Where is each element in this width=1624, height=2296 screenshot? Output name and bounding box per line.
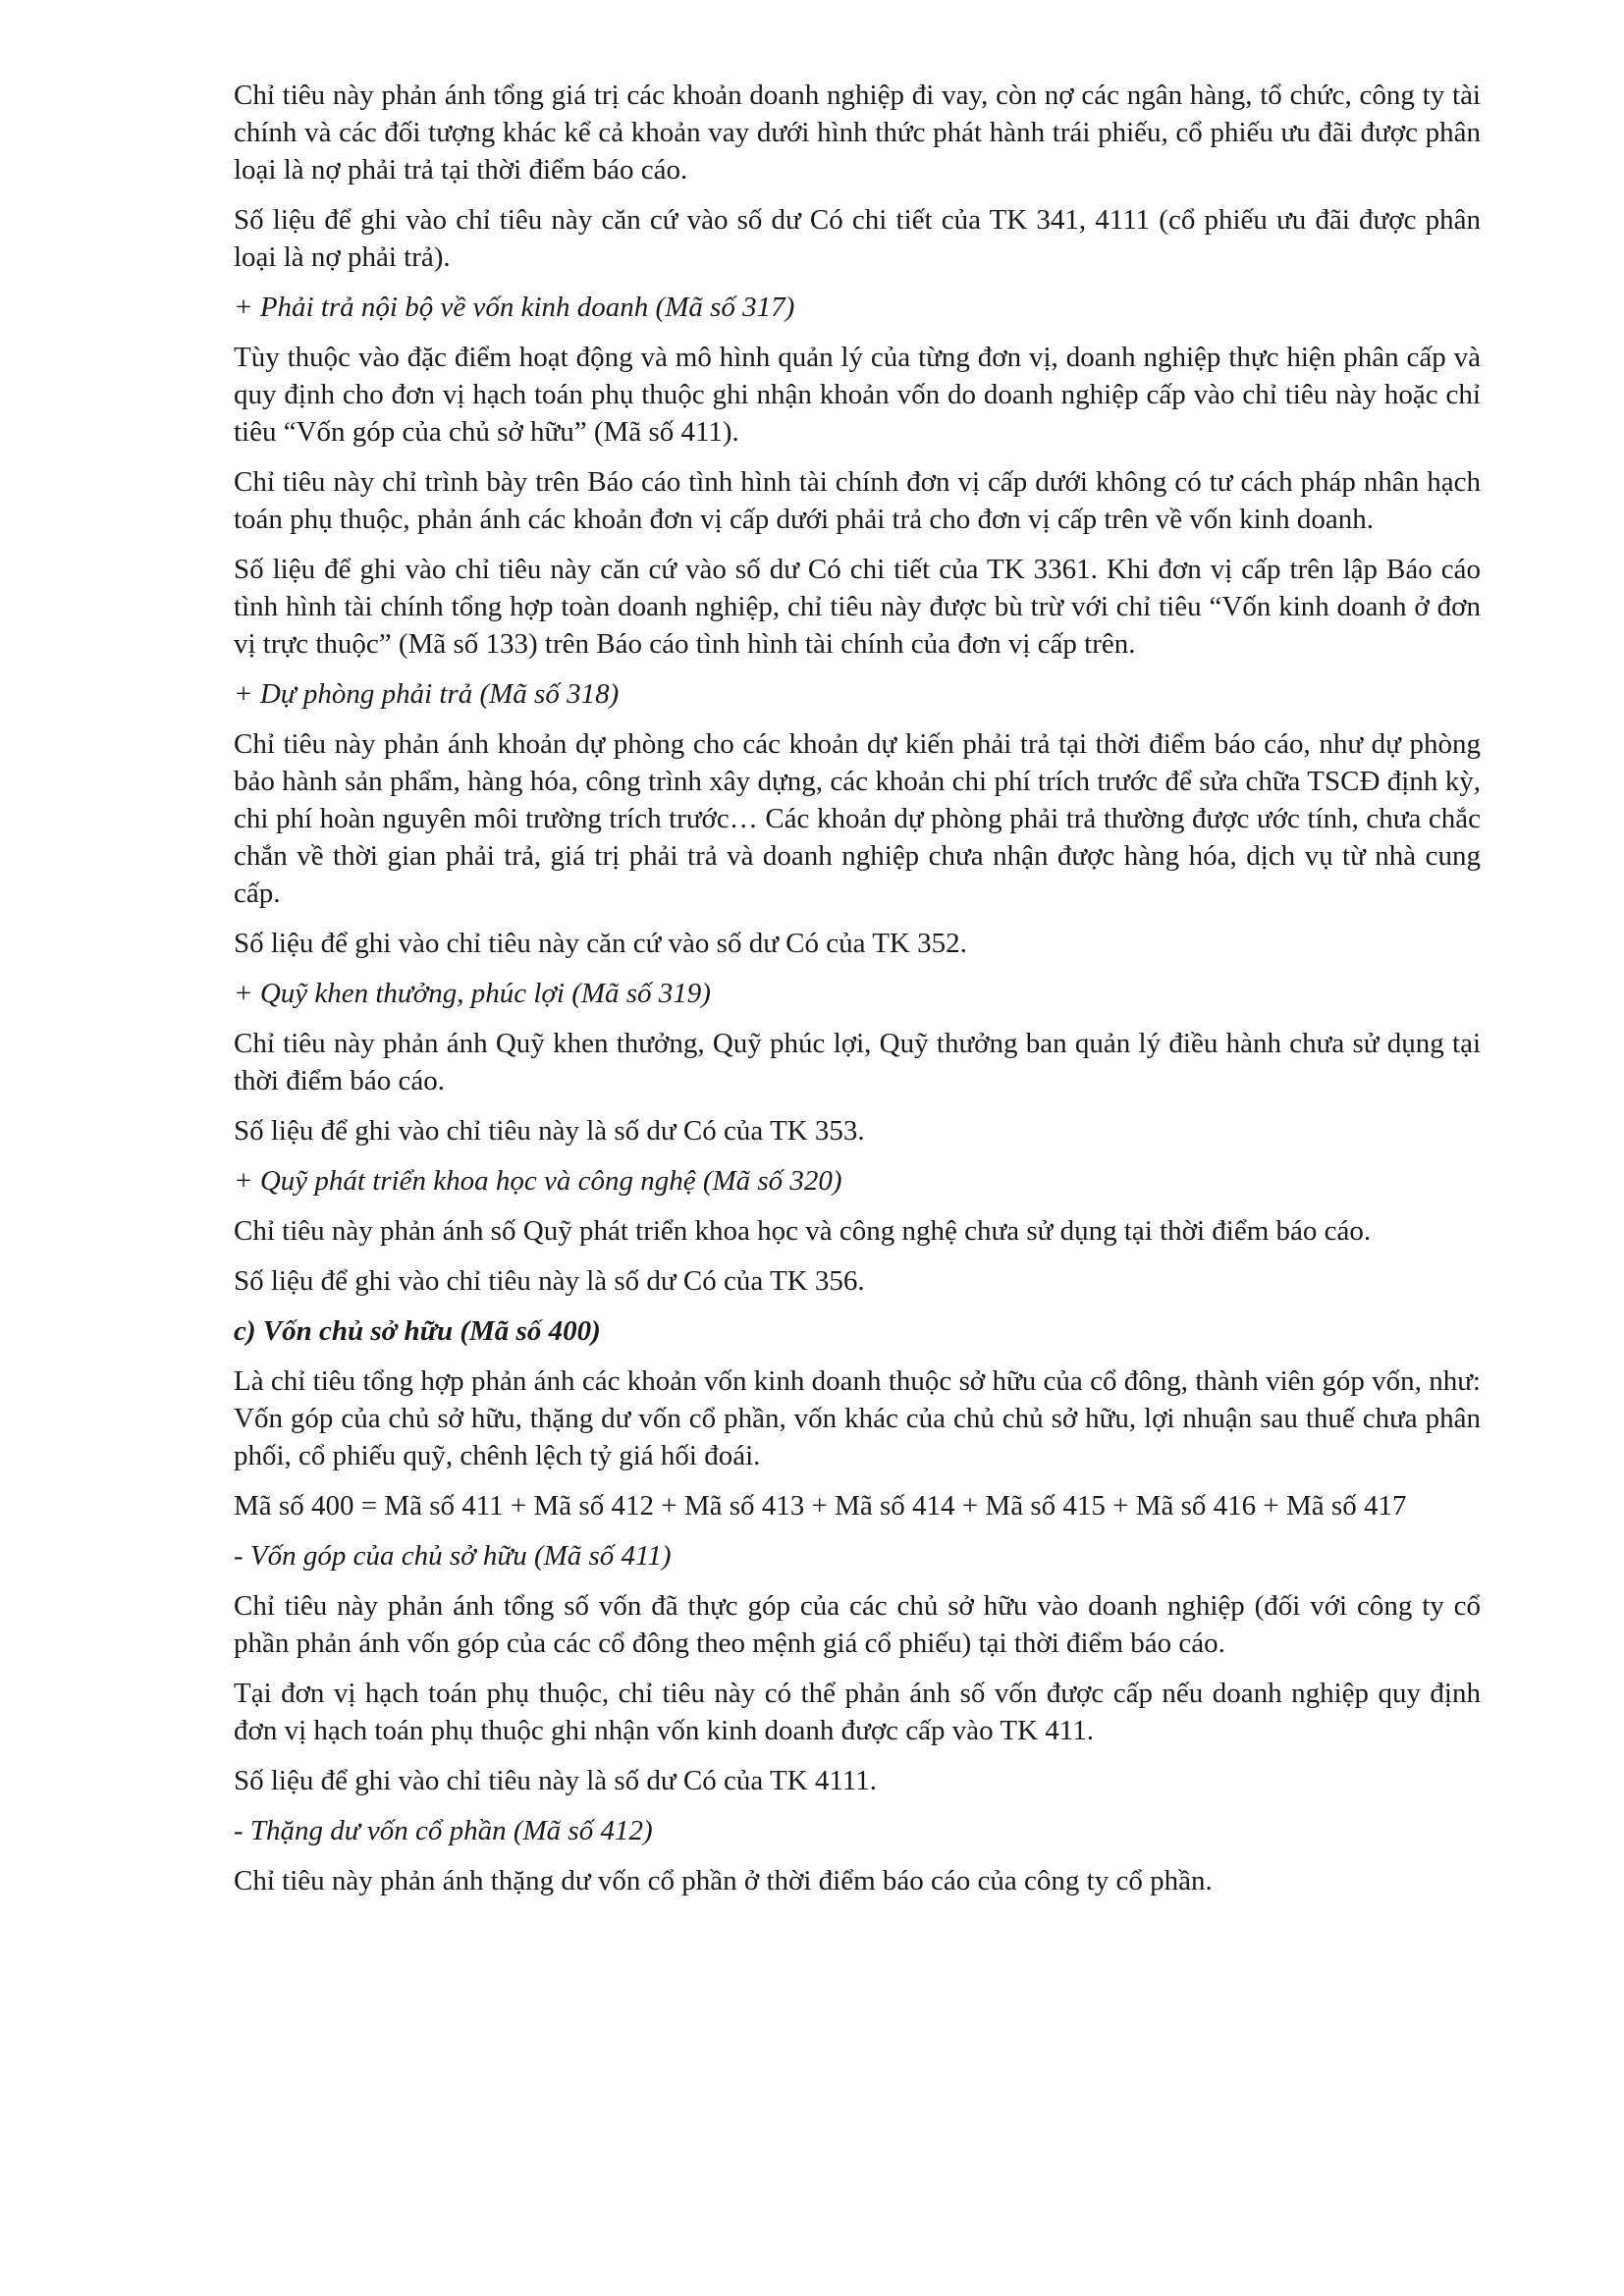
heading-ma-so-412: - Thặng dư vốn cổ phần (Mã số 412) <box>234 1815 653 1846</box>
paragraph-411-dependent-units: Tại đơn vị hạch toán phụ thuộc, chỉ tiêu này có thể phản ánh số vốn được cấp nếu doanh nghiệp quy định đơn vị hạch toán phụ thuộc ghi nhận vốn kinh doanh được cấp vào TK 411. <box>234 1678 1481 1746</box>
paragraph-319-definition: Chỉ tiêu này phản ánh Quỹ khen thưởng, Quỹ phúc lợi, Quỹ thưởng ban quản lý điều hành chưa sử dụng tại thời điểm báo cáo. <box>234 1028 1481 1096</box>
paragraph-317-scope: Tùy thuộc vào đặc điểm hoạt động và mô hình quản lý của từng đơn vị, doanh nghiệp thực hiện phân cấp và quy định cho đơn vị hạch toán phụ thuộc ghi nhận khoản vốn do doanh nghiệp cấp vào chỉ tiêu này hoặc chỉ tiêu “Vốn góp của chủ sở hữu” (Mã số 411). <box>234 342 1481 448</box>
heading-ma-so-319: + Quỹ khen thưởng, phúc lợi (Mã số 319) <box>234 978 711 1009</box>
paragraph-318-definition: Chỉ tiêu này phản ánh khoản dự phòng cho các khoản dự kiến phải trả tại thời điểm báo cáo, như dự phòng bảo hành sản phẩm, hàng hóa, công trình xây dựng, các khoản chi phí trích trước để sửa chữa TSCĐ định kỳ, chi phí hoàn nguyên môi trường trích trước… Các khoản dự phòng phải trả thường được ước tính, chưa chắc chắn về thời gian phải trả, giá trị phải trả và doanh nghiệp chưa nhận được hàng hóa, dịch vụ từ nhà cung cấp. <box>234 728 1481 909</box>
paragraph-317-source: Số liệu để ghi vào chỉ tiêu này căn cứ vào số dư Có chi tiết của TK 3361. Khi đơn vị cấp trên lập Báo cáo tình hình tài chính tổng hợp toàn doanh nghiệp, chỉ tiêu này được bù trừ với chỉ tiêu “Vốn kinh doanh ở đơn vị trực thuộc” (Mã số 133) trên Báo cáo tình hình tài chính của đơn vị cấp trên. <box>234 554 1481 660</box>
section-heading-ma-so-400: c) Vốn chủ sở hữu (Mã số 400) <box>234 1315 601 1347</box>
paragraph-400-definition: Là chỉ tiêu tổng hợp phản ánh các khoản vốn kinh doanh thuộc sở hữu của cổ đông, thành viên góp vốn, như: Vốn góp của chủ sở hữu, thặng dư vốn cổ phần, vốn khác của chủ chủ sở hữu, lợi nhuận sau thuế chưa phân phối, cổ phiếu quỹ, chênh lệch tỷ giá hối đoái. <box>234 1365 1481 1471</box>
document-page <box>234 77 1481 1912</box>
heading-ma-so-320: + Quỹ phát triển khoa học và công nghệ (Mã số 320) <box>234 1165 842 1197</box>
paragraph-411-definition: Chỉ tiêu này phản ánh tổng số vốn đã thực góp của các chủ sở hữu vào doanh nghiệp (đối với công ty cổ phần phản ánh vốn góp của các cổ đông theo mệnh giá cổ phiếu) tại thời điểm báo cáo. <box>234 1590 1481 1659</box>
paragraph-318-source: Số liệu để ghi vào chỉ tiêu này căn cứ vào số dư Có của TK 352. <box>234 928 967 959</box>
paragraph-debt-source: Số liệu để ghi vào chỉ tiêu này căn cứ vào số dư Có chi tiết của TK 341, 4111 (cổ phiếu ưu đãi được phân loại là nợ phải trả). <box>234 204 1481 273</box>
paragraph-debt-definition: Chỉ tiêu này phản ánh tổng giá trị các khoản doanh nghiệp đi vay, còn nợ các ngân hàng, tổ chức, công ty tài chính và các đối tượng khác kể cả khoản vay dưới hình thức phát hành trái phiếu, cổ phiếu ưu đãi được phân loại là nợ phải trả tại thời điểm báo cáo. <box>234 80 1481 186</box>
paragraph-411-source: Số liệu để ghi vào chỉ tiêu này là số dư Có của TK 4111. <box>234 1765 877 1796</box>
paragraph-317-presentation: Chỉ tiêu này chỉ trình bày trên Báo cáo tình hình tài chính đơn vị cấp dưới không có tư cách pháp nhân hạch toán phụ thuộc, phản ánh các khoản đơn vị cấp dưới phải trả cho đơn vị cấp trên về vốn kinh doanh. <box>234 466 1481 535</box>
paragraph-319-source: Số liệu để ghi vào chỉ tiêu này là số dư Có của TK 353. <box>234 1115 865 1147</box>
paragraph-320-definition: Chỉ tiêu này phản ánh số Quỹ phát triển khoa học và công nghệ chưa sử dụng tại thời điểm báo cáo. <box>234 1215 1372 1247</box>
heading-ma-so-411: - Vốn góp của chủ sở hữu (Mã số 411) <box>234 1540 672 1572</box>
paragraph-400-formula: Mã số 400 = Mã số 411 + Mã số 412 + Mã số 413 + Mã số 414 + Mã số 415 + Mã số 416 + Mã số 417 <box>234 1490 1407 1522</box>
paragraph-412-definition: Chỉ tiêu này phản ánh thặng dư vốn cổ phần ở thời điểm báo cáo của công ty cổ phần. <box>234 1865 1213 1896</box>
heading-ma-so-318: + Dự phòng phải trả (Mã số 318) <box>234 678 620 710</box>
heading-ma-so-317: + Phải trả nội bộ về vốn kinh doanh (Mã số 317) <box>234 292 795 323</box>
paragraph-320-source: Số liệu để ghi vào chỉ tiêu này là số dư Có của TK 356. <box>234 1265 865 1297</box>
